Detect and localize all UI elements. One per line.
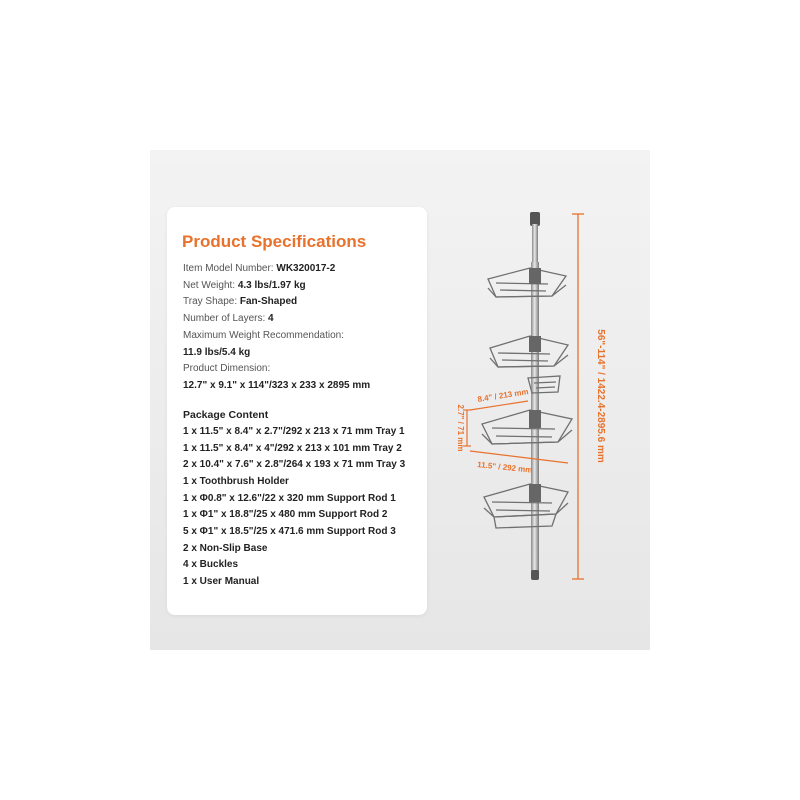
width-dimension-label: 11.5" / 292 mm [476,460,533,475]
package-item: 1 x Φ1" x 18.8"/25 x 480 mm Support Rod 2 [183,509,388,520]
spec-title: Product Specifications [182,232,367,251]
spec-value: WK320017-2 [276,263,336,274]
tray-3 [482,410,572,444]
height-dimension-label: 56"-114" / 1422.4-2895.6 mm [595,329,606,463]
package-item: 5 x Φ1" x 18.5"/25 x 471.6 mm Support Rod 3 [183,526,396,537]
package-item: 1 x 11.5" x 8.4" x 4"/292 x 213 x 101 mm Tray 2 [183,443,402,454]
depth-dimension-label: 8.4" / 213 mm [476,387,530,404]
spec-label: Tray Shape: [183,296,240,307]
tray-4 [484,484,568,528]
pole [530,212,540,580]
tray-height-dimension-label: 2.7" / 71 mm [456,404,465,452]
spec-value: 4.3 lbs/1.97 kg [237,280,306,291]
package-title: Package Content [183,409,269,421]
package-item: 4 x Buckles [183,559,239,570]
package-item: 1 x User Manual [183,576,260,587]
package-item: 2 x 10.4" x 7.6" x 2.8"/264 x 193 x 71 mm Tray 3 [183,459,406,470]
spec-label: Maximum Weight Recommendation: [183,330,344,341]
package-item: 1 x 11.5" x 8.4" x 2.7"/292 x 213 x 71 mm Tray 1 [183,426,405,437]
package-item: 2 x Non-Slip Base [183,543,268,554]
spec-label: Number of Layers: [183,313,269,324]
height-dimension [572,214,584,579]
spec-value: 12.7" x 9.1" x 114"/323 x 233 x 2895 mm [183,380,371,391]
spec-label: Product Dimension: [183,363,271,374]
tray-2 [490,336,568,393]
spec-value: 11.9 lbs/5.4 kg [183,347,251,358]
spec-value: Fan-Shaped [239,296,298,307]
spec-label: Net Weight: [183,280,238,291]
spec-label: Item Model Number: [183,263,277,274]
package-item: 1 x Φ0.8" x 12.6"/22 x 320 mm Support Rod 1 [183,493,396,504]
spec-value: 4 [268,313,274,324]
package-item: 1 x Toothbrush Holder [183,476,289,487]
tray-1 [488,268,566,297]
